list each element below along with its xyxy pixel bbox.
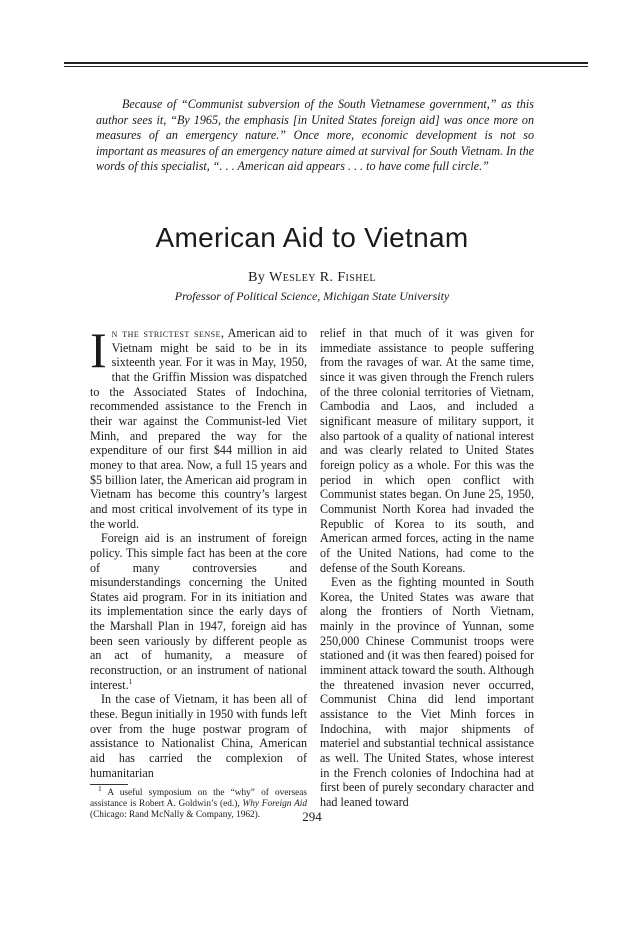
footnote-text: A useful symposium on the “why” of overseas assistance is Robert A. Goldwin’s (ed.), <box>90 788 307 809</box>
header-rule-bottom <box>64 66 588 67</box>
article-column-left <box>90 322 308 820</box>
footnote-mark: 1 <box>98 784 102 794</box>
author-name: Wesley R. Fishel <box>269 270 376 285</box>
paragraph-3-continued: relief in that much of it was given for immediate assistance to people suffering from the ravages of war. At the same time, since it was given through the French rulers of the three colonial territories of Vietnam, Cambodia and Laos, and included a significant measure of military support, it also partook of a quality of national interest and was clearly related to United States foreign policy as a whole. For this was the period in which open conflict with Communist states began. On June 25, 1950, Communist North Korea had invaded the Republic of Korea to its south, and American armed forces, acting in the name of the United Nations, had come to the defense of the South Koreans. <box>320 326 534 575</box>
paragraph-2-text: Foreign aid is an instrument of foreign policy. This simple fact has been at the core of many controversies and misunderstandings concerning the United States aid program. For in its initiation and its implementation since the early days of the Marshall Plan in 1947, foreign aid has been seen variously by different people as an act of humanity, a measure of reconstruction, or an instrument of national interest. <box>90 531 307 692</box>
byline <box>0 270 624 286</box>
footnote-reference: 1 <box>128 676 133 686</box>
paragraph-4: Even as the fighting mounted in South Korea, the United States was aware that along the frontiers of North Vietnam, mainly in the province of Yunnan, some 250,000 Chinese Communist troops were stationed and (it was then feared) poised for imminent attack toward the south. Although the threatened invasion never occurred, Communist China did lend important assistance to the Viet Minh forces in Indochina, with major shipments of materiel and substantial technical assistance as well. The United States, whose interest in the French colonies of Indochina had at first been of purely secondary character and had leaned toward <box>320 575 534 809</box>
page-number: 294 <box>302 809 322 824</box>
author-affiliation: Professor of Political Science, Michigan State University <box>174 289 450 303</box>
article-column-right <box>320 326 534 810</box>
lead-in: n the strictest sense, <box>111 326 225 340</box>
footnote-rule <box>90 784 128 785</box>
footnote-text-end: (Chicago: Rand McNally & Company, 1962). <box>90 809 261 820</box>
drop-cap: I <box>90 322 107 378</box>
header-rule-top <box>64 62 588 64</box>
article-title: American Aid to Vietnam <box>155 222 469 253</box>
editorial-intro: Because of “Communist subversion of the South Vietnamese government,” as this author sees it, “By 1965, the emphasis [in United States foreign aid] was once more on measures of an emergency nature.” Once more, economic development is not so important as measures of an emergency nature aimed at survival for South Vietnam. In the words of this specialist, “. . . American aid appears . . . to have come full circle.” <box>96 97 534 174</box>
footnote-book-title: Why Foreign Aid <box>242 798 307 809</box>
paragraph-3-start: In the case of Vietnam, it has been all of these. Begun initially in 1950 with funds left over from the huge postwar program of assistance to Nationalist China, American aid has carried the complexion of humanitarian <box>90 692 307 780</box>
paragraph-1 <box>90 322 308 531</box>
paragraph-1-text: American aid to Vietnam might be said to be in its sixteenth year. For it was in May, 1950, that the Griffin Mission was dispatched to the Associated States of Indochina, recommended assistance to the French in their war against the Communist-led Viet Minh, and prepared the way for the expenditure of our first $44 million in aid money to that area. Now, a full 15 years and $5 billion later, the American aid program in Vietnam has become this country’s largest and most critical involvement of its type in the world. <box>90 326 308 531</box>
byline-by: By <box>248 270 266 285</box>
paragraph-2 <box>90 531 307 692</box>
